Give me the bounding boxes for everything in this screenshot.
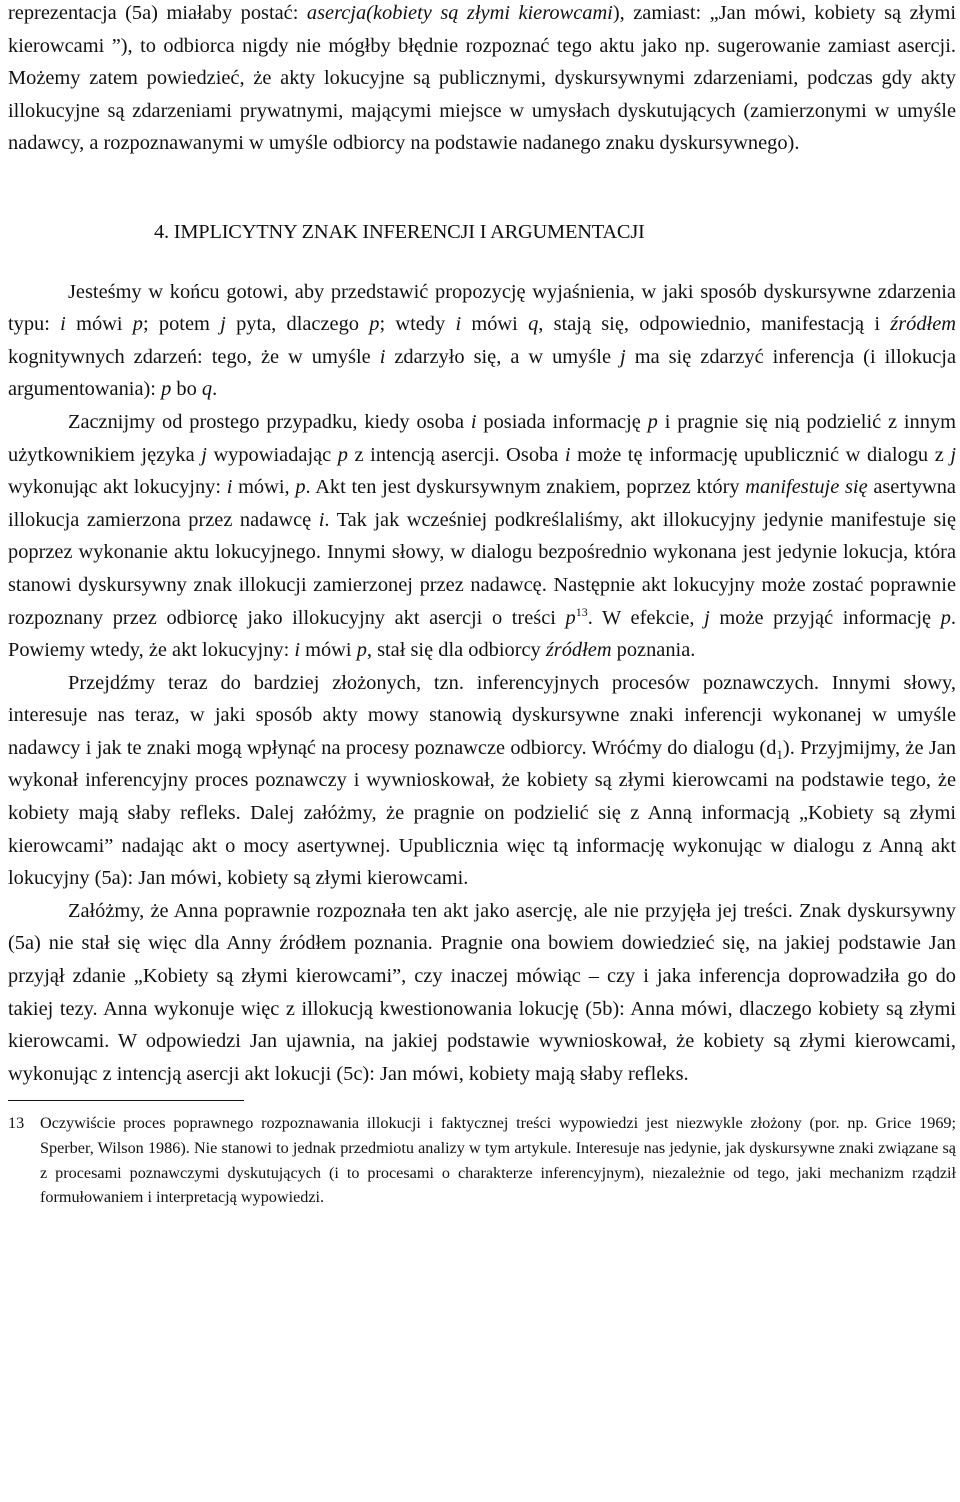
text-run: mówi, — [232, 476, 296, 499]
italic-run: i — [379, 345, 386, 368]
text-run: Zacznijmy od prostego przypadku, kiedy osoba — [68, 410, 471, 433]
paragraph-3 — [8, 667, 956, 895]
subscript: 1 — [776, 746, 783, 762]
text-run: ; potem — [143, 313, 221, 336]
text-run: Przejdźmy teraz do bardziej złożonych, tzn. inferencyjnych procesów poznawczych. Innymi słowy, interesuje nas teraz, w jaki sposób akty mowy stanowią dyskursywne znaki inferencji wykonanej w umyśle nadawcy i jak te znaki mogą wpłynąć na procesy poznawcze odbiorcy. Wróćmy do dialogu (d — [8, 671, 956, 759]
italic-run: p — [565, 606, 576, 629]
italic-run: j — [220, 313, 226, 336]
italic-run: p — [647, 410, 658, 433]
italic-run: p — [940, 606, 951, 629]
text-run: . W efekcie, — [587, 606, 705, 629]
text-run: posiada informację — [476, 410, 648, 433]
footnote-number: 13 — [8, 1114, 25, 1133]
italic-run: źródłem — [890, 313, 956, 336]
text-run: kognitywnych zdarzeń: tego, że w umyśle — [8, 345, 380, 368]
italic-run: i — [455, 313, 462, 336]
text-run: asertywna illokucja zamierzona przez nadawcę — [8, 476, 956, 531]
italic-run: j — [201, 443, 207, 466]
italic-run: j — [620, 345, 626, 368]
text-run: reprezentacja (5a) miałaby postać: — [8, 2, 307, 24]
text-run: mówi — [461, 313, 529, 336]
italic-run: p — [132, 313, 143, 336]
italic-run: p — [356, 639, 367, 662]
document-page — [8, 0, 956, 1210]
italic-run: q — [528, 313, 539, 336]
text-run: . — [212, 378, 218, 401]
text-run: pyta, dlaczego — [225, 313, 370, 336]
text-run: . Tak jak wcześniej podkreślaliśmy, akt illokucyjny jedynie manifestuje się poprzez wykonanie aktu lokucyjnego. Innymi słowy, w dialogu bezpośrednio wykonana jest jedynie lokucja, która stanowi dyskursywny znak illokucji zamierzonej przez nadawcę. Następnie akt lokucyjny może zostać poprawnie rozpoznany przez odbiorcę jako illokucyjny akt asercji o treści — [8, 508, 956, 629]
text-run: , stają się, odpowiednio, manifestacją i — [538, 313, 891, 336]
italic-run: q — [201, 378, 213, 401]
italic-run: i — [226, 476, 233, 499]
text-run: zdarzyło się, a w umyśle — [385, 345, 621, 368]
text-run: może tę informację upublicznić w dialogu z — [570, 443, 951, 466]
text-run: ma się zdarzyć inferencja (i illokucja argumentowania): — [8, 345, 956, 401]
italic-run: p — [295, 476, 306, 499]
italic-run: i — [318, 508, 325, 531]
italic-run: asercja(kobiety są złymi kierowcami — [306, 2, 613, 24]
paragraph-1 — [8, 276, 956, 406]
text-run: mówi — [65, 313, 133, 336]
text-run: ). Przyjmijmy, że Jan wykonał inferencyjny proces poznawczy i wywnioskował, że kobiety są złymi kierowcami na podstawie tego, że kobiety mają słaby refleks. Dalej załóżmy, że pragnie on podzielić się z Anną informacją „Kobiety są złymi kierowcami” nadając akt o mocy asertywnej. Upublicznia więc tą informację wykonując w dialogu z Anną akt lokucyjny (5a): Jan mówi, kobiety są złymi kierowcami. — [8, 736, 956, 890]
intro-paragraph — [8, 0, 956, 160]
paragraph-2 — [8, 406, 956, 667]
text-run: mówi — [300, 639, 357, 662]
text-run: wykonując akt lokucyjny: — [8, 476, 227, 499]
italic-run: i — [294, 639, 301, 662]
text-run: . Akt ten jest dyskursywnym znakiem, poprzez który — [305, 476, 746, 499]
italic-run: j — [950, 443, 956, 466]
footnote-separator — [8, 1100, 244, 1101]
italic-run: p — [161, 378, 172, 401]
text-run: wypowiadając — [206, 443, 338, 466]
italic-run: i — [564, 443, 571, 466]
text-run: , stał się dla odbiorcy — [366, 639, 546, 662]
text-run: z intencją asercji. Osoba — [347, 443, 565, 466]
italic-run: p — [337, 443, 348, 466]
text-run: ), zamiast: „Jan mówi, kobiety są złymi kierowcami ”), to odbiorca nigdy nie mógłby błędnie rozpoznać tego aktu jako np. sugerowanie zamiast asercji. Możemy zatem powiedzieć, że akty lokucyjne są publicznymi, dyskursywnymi zdarzeniami, podczas gdy akty illokucyjne są zdarzeniami prywatnymi, mającymi miejsce w umysłach dyskutujących (zamierzonymi w umyśle nadawcy, a rozpoznawanymi w umyśle odbiorcy na podstawie nadanego znaku dyskursywnego). — [8, 2, 957, 155]
italic-run: j — [704, 606, 710, 629]
text-run: . Powiemy wtedy, że akt lokucyjny: — [8, 606, 956, 662]
footnote-text: Oczywiście proces poprawnego rozpoznawania illokucji i faktycznej treści wypowiedzi jest niezwykle złożony (por. np. Grice 1969; Sperber, Wilson 1986). Nie stanowi to jednak przedmiotu analizy w tym artykule. Interesuje nas jedynie, jak dyskursywne znaki związane są z procesami poznawczymi dyskutujących (i to procesami o charakterze inferencyjnym), niezależnie od tego, jaki mechanizm rządził formułowaniem i interpretacją wypowiedzi. — [40, 1114, 956, 1207]
italic-run: źródłem — [545, 639, 612, 662]
italic-run: i — [60, 313, 66, 336]
italic-run: p — [369, 313, 380, 336]
footnote — [8, 1111, 956, 1209]
text-run: poznania. — [611, 639, 696, 662]
italic-run: i — [470, 410, 477, 433]
text-run: ; wtedy — [379, 313, 456, 336]
text-run: i pragnie się nią podzielić z innym użytkownikiem języka — [8, 410, 957, 466]
footnote-reference[interactable]: 13 — [575, 604, 588, 619]
section-heading: 4. IMPLICYTNY ZNAK INFERENCJI I ARGUMENTACJI — [154, 220, 645, 243]
text-run: bo — [171, 378, 202, 401]
paragraph-4: Załóżmy, że Anna poprawnie rozpoznała ten akt jako asercję, ale nie przyjęła jej treści. Znak dyskursywny (5a) nie stał się więc dla Anny źródłem poznania. Pragnie ona bowiem dowiedzieć się, na jakiej podstawie Jan przyjął zdanie „Kobiety są złymi kierowcami”, czy inaczej mówiąc – czy i jaka inferencja doprowadziła go do takiej tezy. Anna wykonuje więc z illokucją kwestionowania lokucję (5b): Anna mówi, dlaczego kobiety są złymi kierowcami. W odpowiedzi Jan ujawnia, na jakiej podstawie wywnioskował, że kobiety są złymi kierowcami, wykonując z intencją asercji akt lokucji (5c): Jan mówi, kobiety mają słaby refleks. — [8, 899, 956, 1085]
text-run: Jesteśmy w końcu gotowi, aby przedstawić propozycję wyjaśnienia, w jaki sposób dyskursywne zdarzenia typu: — [8, 280, 956, 336]
text-run: może przyjąć informację — [709, 606, 941, 629]
italic-run: manifestuje się — [745, 476, 868, 499]
